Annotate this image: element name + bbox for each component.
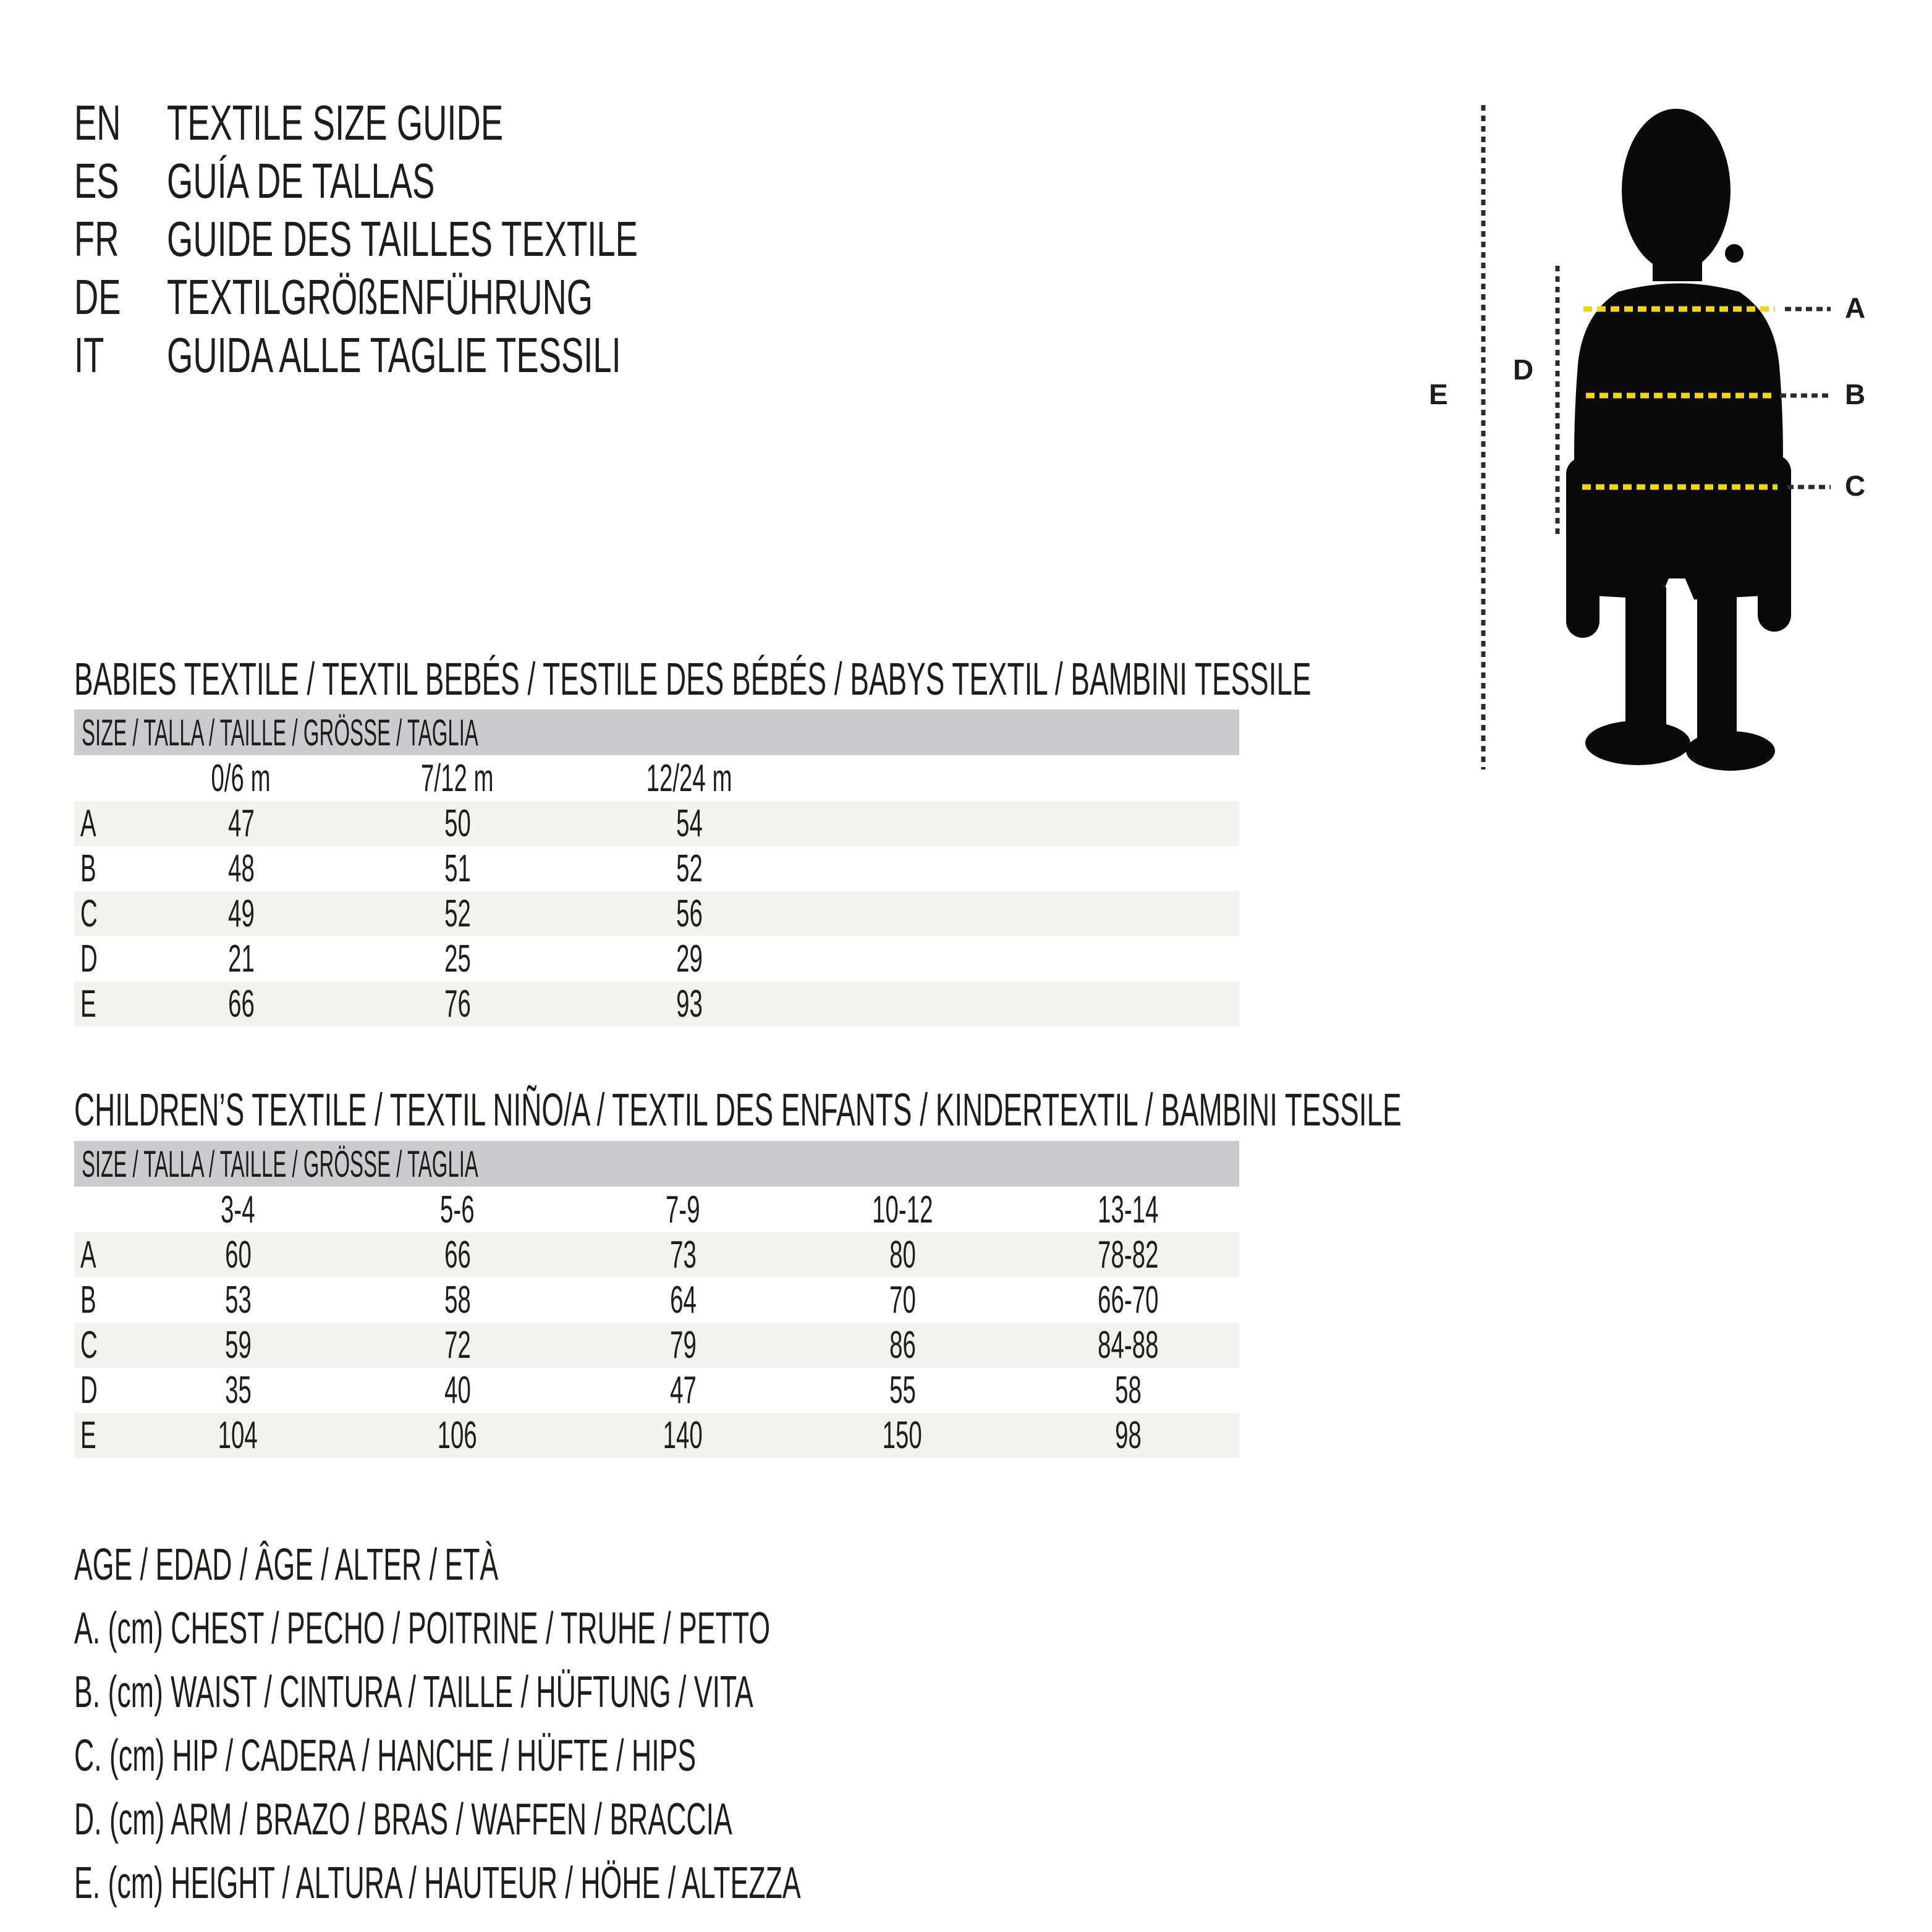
children-column-header-row [74,1187,1239,1232]
lang-code-en: EN [74,95,121,150]
legend-age: AGE / EDAD / ÂGE / ALTER / ETÀ [74,1540,499,1590]
lang-row-en [74,94,859,152]
children-size-table [74,1141,1239,1458]
lang-code-es: ES [74,153,119,208]
leader-dashes [1780,309,1831,487]
lang-row-es [74,152,859,210]
lang-title-fr: GUIDE DES TAILLES TEXTILE [167,211,638,266]
children-section-title: CHILDREN’S TEXTILE / TEXTIL NIÑO/A / TEXTIL DES ENFANTS / KINDERTEXTIL / BAMBINI TESSILE [74,1084,1402,1135]
table-row: C 49 52 56 [74,891,1239,936]
lang-row-de [74,268,859,326]
children-col-4: 13-14 [1097,1188,1159,1231]
measure-label-d: D [1513,354,1535,386]
children-col-1: 5-6 [440,1188,475,1231]
babies-col-1: 7/12 m [421,756,494,800]
measure-label-a: A [1845,292,1867,324]
measure-label-e: E [1429,378,1449,410]
children-size-header-bar [74,1141,1239,1187]
babies-size-header-bar [74,710,1239,755]
lang-title-de: TEXTILGRÖßENFÜHRUNG [167,269,593,324]
table-row: B 53 58 64 70 66-70 [80,1279,1159,1321]
legend-arm: D. (cm) ARM / BRAZO / BRAS / WAFFEN / BRACCIA [74,1795,732,1844]
babies-col-0: 0/6 m [211,756,271,800]
lang-code-it: IT [74,328,104,383]
babies-size-table [74,710,1239,1027]
children-size-header-label: SIZE / TALLA / TAILLE / GRÖSSE / TAGLIA [82,1143,478,1185]
babies-size-header-label: SIZE / TALLA / TAILLE / GRÖSSE / TAGLIA [82,711,478,753]
legend-chest: A. (cm) CHEST / PECHO / POITRINE / TRUHE / PETTO [74,1604,771,1653]
language-title-block [74,94,859,384]
measure-label-b: B [1845,378,1867,410]
measure-label-c: C [1845,470,1867,502]
babies-column-header-row [74,755,1239,801]
table-row: E 66 76 93 [74,981,1239,1027]
babies-section-title: BABIES TEXTILE / TEXTIL BEBÉS / TESTILE DES BÉBÉS / BABYS TEXTIL / BAMBINI TESSILE [74,653,1311,705]
table-row: B 48 51 52 [80,847,703,890]
measurement-legend [74,1538,1246,1920]
legend-height: E. (cm) HEIGHT / ALTURA / HAUTEUR / HÖHE / ALTEZZA [74,1858,801,1908]
children-col-3: 10-12 [871,1188,933,1231]
lang-code-fr: FR [74,211,119,266]
lang-title-en: TEXTILE SIZE GUIDE [167,95,504,150]
table-row: C 59 72 79 86 84-88 [74,1323,1239,1368]
babies-col-2: 12/24 m [646,756,732,800]
table-row: D 21 25 29 [80,938,703,980]
lang-title-it: GUIDA ALLE TAGLIE TESSILI [167,328,621,383]
table-row: A 60 66 73 80 78-82 [74,1232,1239,1277]
lang-title-es: GUÍA DE TALLAS [167,153,435,208]
children-col-0: 3-4 [221,1188,255,1231]
table-row: A 47 50 54 [74,801,1239,846]
lang-row-fr [74,210,859,268]
lang-row-it [74,326,859,384]
table-row: D 35 40 47 55 58 [80,1369,1142,1412]
table-row: E 104 106 140 150 98 [74,1413,1239,1458]
lang-code-de: DE [74,269,121,324]
legend-waist: B. (cm) WAIST / CINTURA / TAILLE / HÜFTUNG / VITA [74,1667,753,1717]
children-col-2: 7-9 [666,1188,700,1231]
legend-hip: C. (cm) HIP / CADERA / HANCHE / HÜFTE / HIPS [74,1731,697,1781]
